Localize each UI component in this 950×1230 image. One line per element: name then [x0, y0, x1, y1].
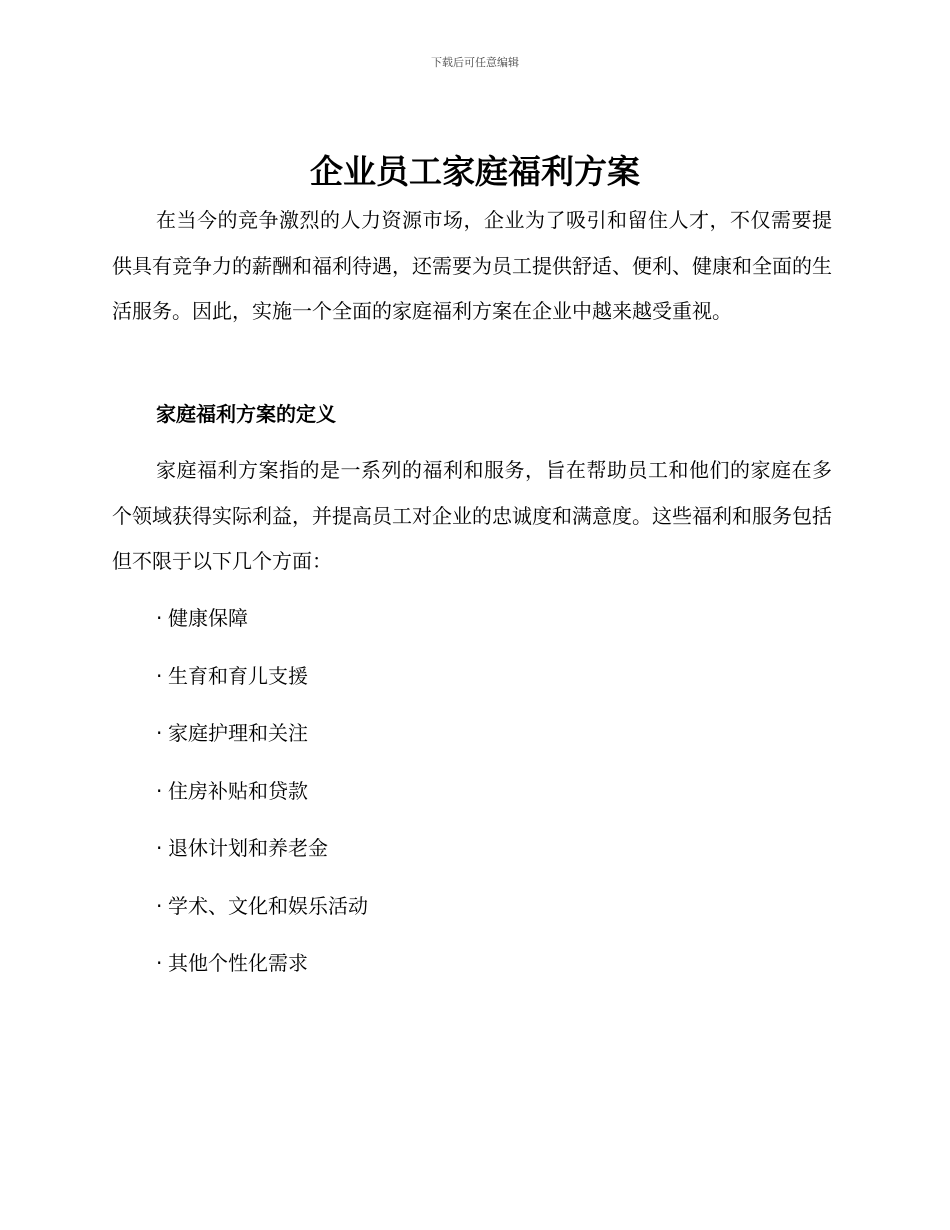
bullet-icon: ·: [156, 778, 163, 803]
section-heading: 家庭福利方案的定义: [156, 402, 336, 426]
list-item-label: 退休计划和养老金: [168, 836, 328, 860]
bullet-icon: ·: [156, 663, 163, 688]
bullet-icon: ·: [156, 836, 163, 860]
list-item-label: 健康保障: [168, 606, 248, 630]
bullet-icon: ·: [156, 606, 163, 630]
bullet-icon: ·: [156, 721, 163, 745]
list-item-label: 生育和育儿支援: [168, 663, 308, 688]
list-item: [156, 826, 368, 884]
document-title: 企业员工家庭福利方案: [310, 152, 640, 191]
list-item: [156, 884, 368, 942]
header-note: 下载后可任意编辑: [431, 56, 519, 69]
benefit-list: [156, 596, 368, 999]
list-item-label: 学术、文化和娱乐活动: [168, 893, 368, 918]
bullet-icon: ·: [156, 893, 163, 918]
list-item-label: 其他个性化需求: [168, 951, 308, 975]
list-item: [156, 941, 368, 999]
list-item-label: 家庭护理和关注: [168, 721, 308, 745]
intro-paragraph: 在当今的竞争激烈的人力资源市场，企业为了吸引和留住人才，不仅需要提供具有竞争力的薪酬和福利待遇，还需要为员工提供舒适、便利、健康和全面的生活服务。因此，实施一个全面的家庭福利方案在企业中越来越受重视。: [112, 208, 832, 323]
bullet-icon: ·: [156, 951, 163, 975]
list-item: [156, 769, 368, 827]
list-item: [156, 654, 368, 712]
list-item-label: 住房补贴和贷款: [168, 778, 308, 803]
list-item: [156, 596, 368, 654]
definition-paragraph: 家庭福利方案指的是一系列的福利和服务，旨在帮助员工和他们的家庭在多个领域获得实际利益，并提高员工对企业的忠诚度和满意度。这些福利和服务包括但不限于以下几个方面：: [112, 458, 832, 573]
list-item: [156, 711, 368, 769]
